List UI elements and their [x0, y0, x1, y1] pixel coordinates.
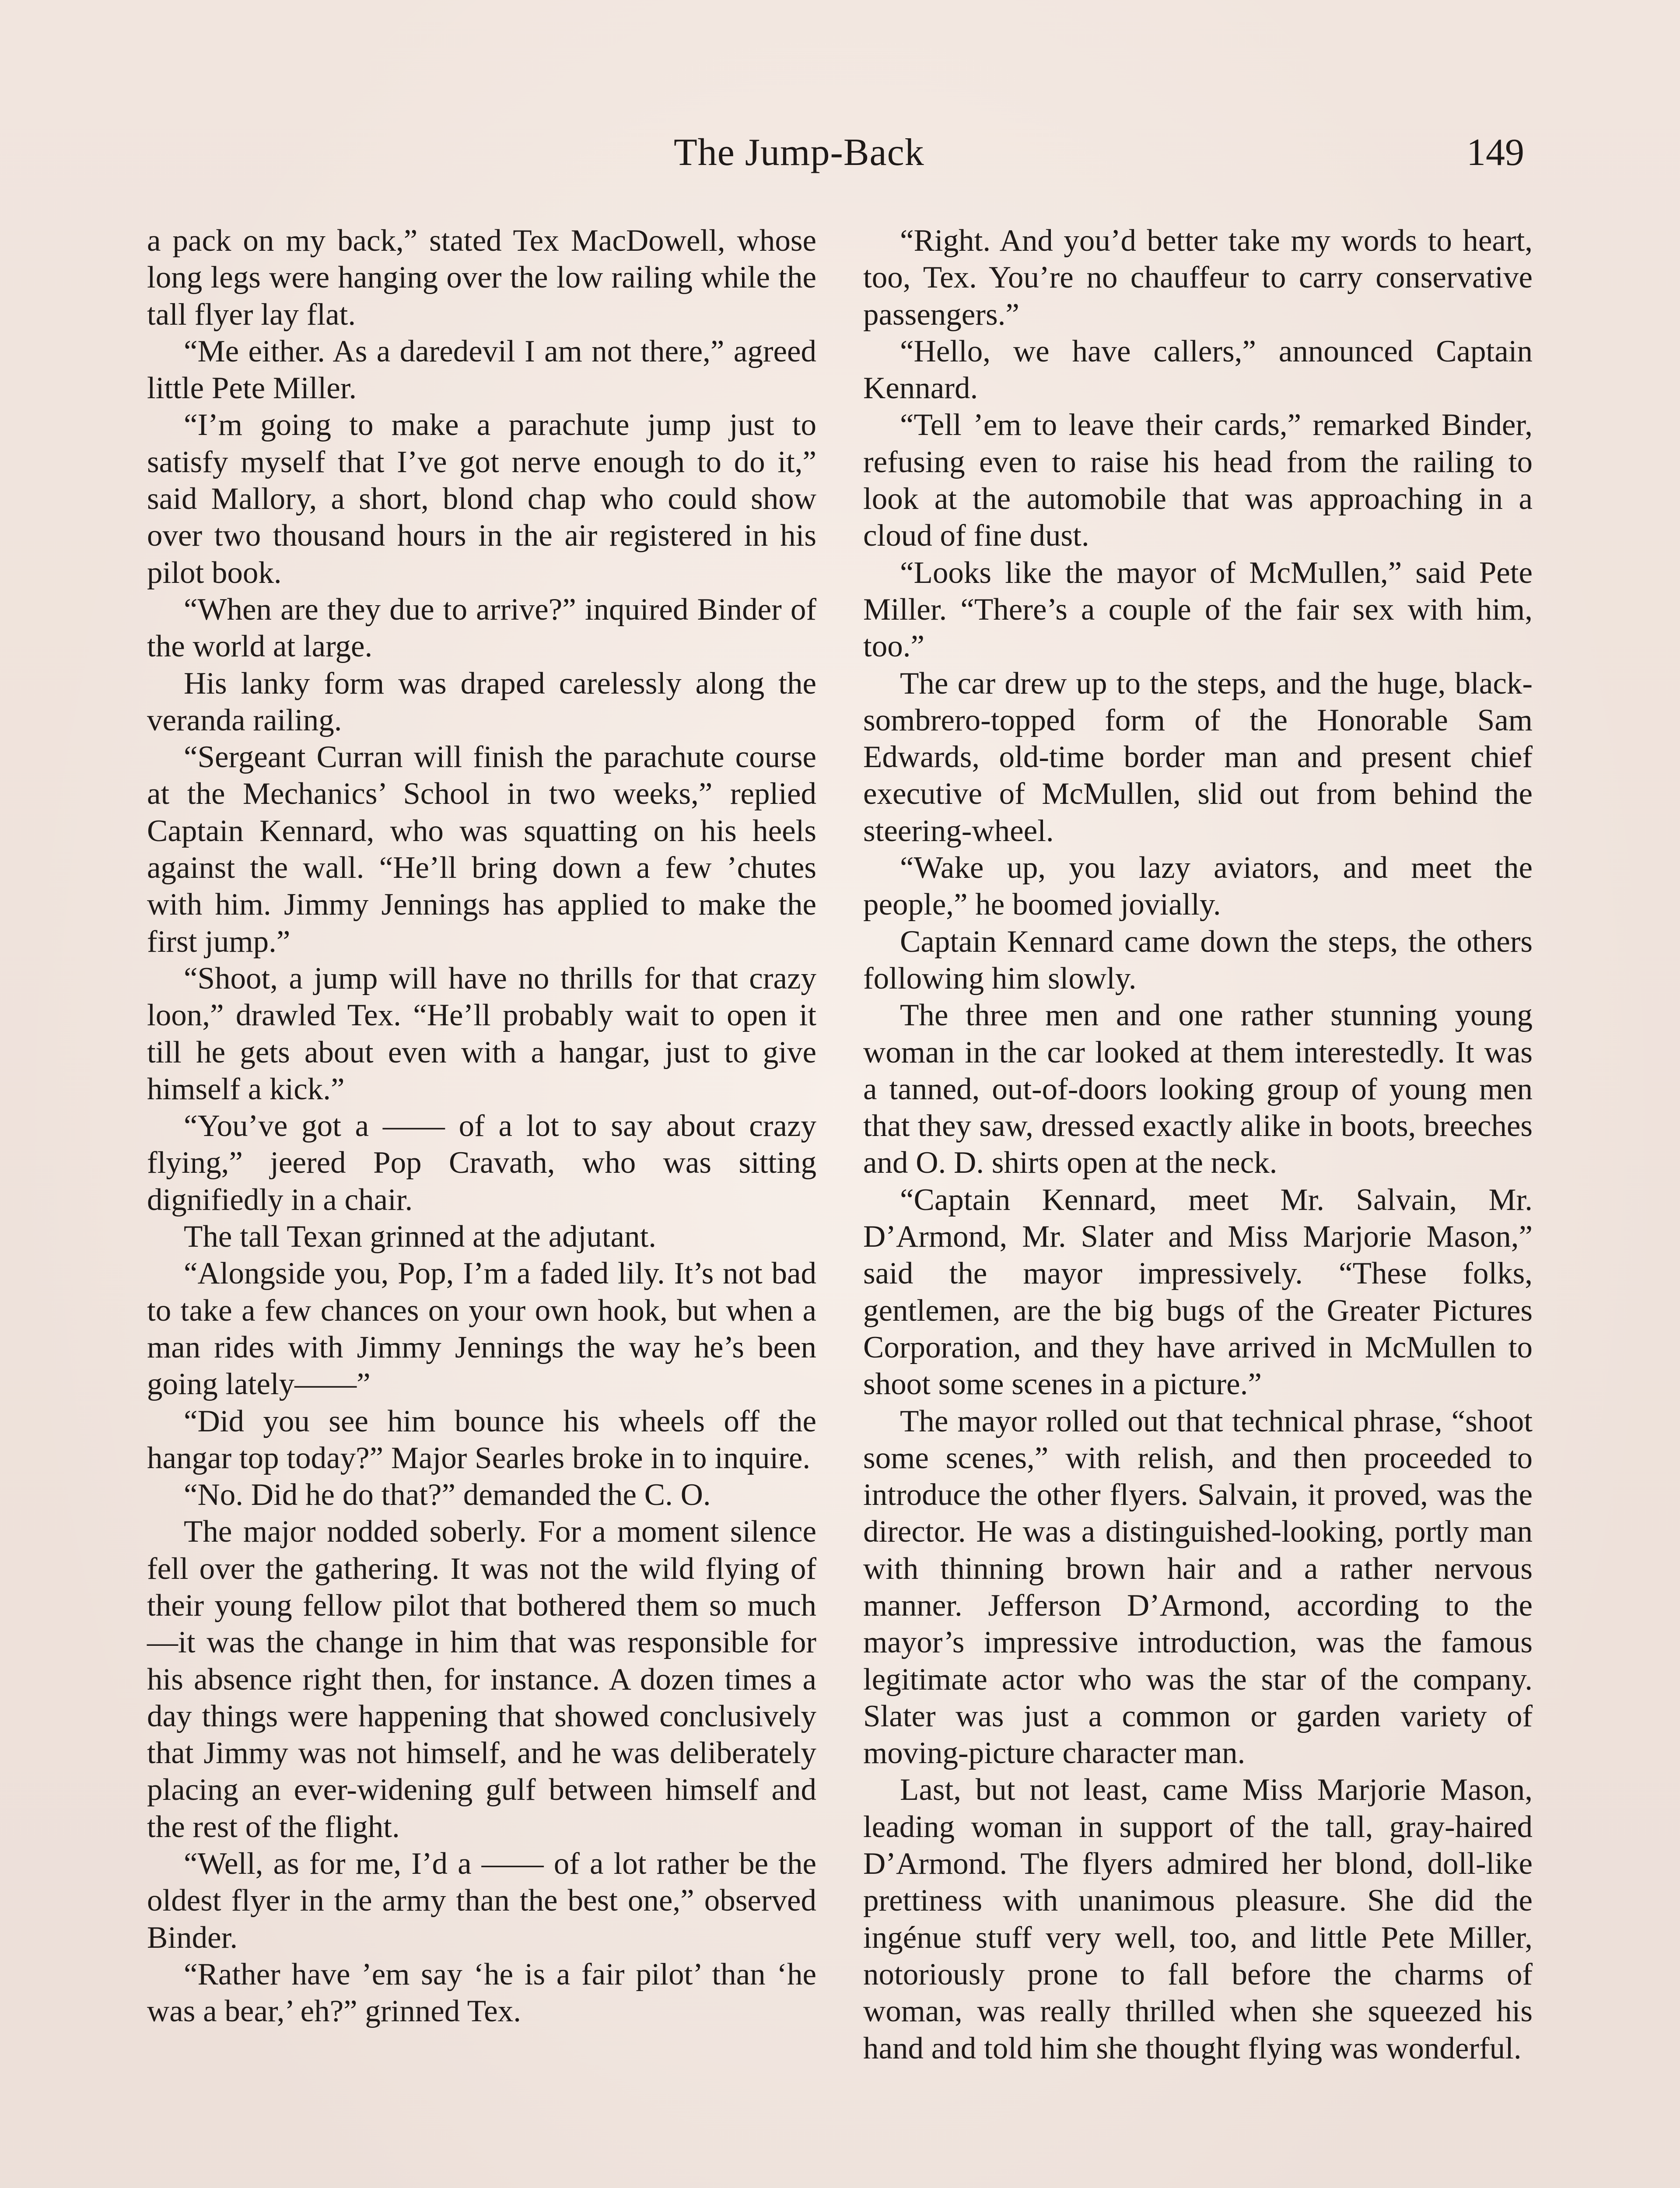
- paragraph: “Alongside you, Pop, I’m a faded lily. It’s not bad to take a few chances on your own hook, but when a man rides with Jimmy Jennings the way he’s been going lately——”: [147, 1256, 816, 1402]
- running-head: The Jump-Back: [674, 131, 924, 174]
- paragraph: “Rather have ’em say ‘he is a fair pilot’ than ‘he was a bear,’ eh?” grinned Tex.: [147, 1957, 816, 2029]
- paragraph: “Right. And you’d better take my words to heart, too, Tex. You’re no chauffeur to carry conservative passengers.”: [863, 224, 1533, 332]
- paragraph: “Looks like the mayor of McMullen,” said Pete Miller. “There’s a couple of the fair sex with him, too.”: [863, 555, 1533, 664]
- paragraph: “Hello, we have callers,” announced Captain Kennard.: [863, 334, 1533, 406]
- paragraph: “When are they due to arrive?” inquired Binder of the world at large.: [147, 592, 816, 664]
- paragraph: “You’ve got a —— of a lot to say about crazy flying,” jeered Pop Cravath, who was sitting dignifiedly in a chair.: [147, 1109, 816, 1217]
- paragraph: The tall Texan grinned at the adjutant.: [184, 1220, 657, 1254]
- page-number: 149: [1466, 131, 1524, 174]
- paragraph: The three men and one rather stunning young woman in the car looked at them interestedly. It was a tanned, out-of-doors looking group of young men that they saw, dressed exactly alike in boots, breeches and O. D. shirts open at the neck.: [863, 998, 1533, 1180]
- paragraph: His lanky form was draped carelessly along the veranda railing.: [147, 666, 816, 737]
- paragraph: “Tell ’em to leave their cards,” remarked Binder, refusing even to raise his head from the railing to look at the automobile that was approaching in a cloud of fine dust.: [863, 408, 1533, 553]
- paragraph: “Wake up, you lazy aviators, and meet the people,” he boomed jovially.: [863, 851, 1533, 922]
- paragraph: Captain Kennard came down the steps, the others following him slowly.: [863, 924, 1533, 996]
- paragraph: “Me either. As a daredevil I am not there,” agreed little Pete Miller.: [147, 334, 816, 406]
- paragraph: Last, but not least, came Miss Marjorie Mason, leading woman in support of the tall, gray-haired D’Armond. The flyers admired her blond, doll-like prettiness with unanimous pleasure. She did the ingénue stuff very well, too, and little Pete Miller, notoriously prone to fall before the charms of woman, was really thrilled when she squeezed his hand and told him she thought flying was wonderful.: [863, 1773, 1533, 2065]
- paragraph: “Sergeant Curran will finish the parachute course at the Mechanics’ School in two weeks,” replied Captain Kennard, who was squatting on his heels against the wall. “He’ll bring down a few ’chutes with him. Jimmy Jennings has applied to make the first jump.”: [147, 740, 816, 959]
- paragraph: “No. Did he do that?” demanded the C. O.: [184, 1478, 711, 1512]
- left-column: [147, 222, 816, 2030]
- paragraph: The car drew up to the steps, and the huge, black-sombrero-topped form of the Honorable Sam Edwards, old-time border man and present chief executive of McMullen, slid out from behind the steering-wheel.: [863, 666, 1533, 848]
- paragraph: The mayor rolled out that technical phrase, “shoot some scenes,” with relish, and then proceeded to introduce the other flyers. Salvain, it proved, was the director. He was a distinguished-looking, portly man with thinning brown hair and a rather nervous manner. Jefferson D’Armond, according to the mayor’s impressive introduction, was the famous legitimate actor who was the star of the company. Slater was just a common or garden variety of moving-picture character man.: [863, 1404, 1533, 1771]
- paragraph: The major nodded soberly. For a moment silence fell over the gathering. It was not the wild flying of their young fellow pilot that bothered them so much—it was the change in him that was responsible for his absence right then, for instance. A dozen times a day things were happening that showed conclusively that Jimmy was not himself, and he was deliberately placing an ever-widening gulf between himself and the rest of the flight.: [147, 1515, 816, 1844]
- paragraph: “Captain Kennard, meet Mr. Salvain, Mr. D’Armond, Mr. Slater and Miss Marjorie Mason,” said the mayor impressively. “These folks, gentlemen, are the big bugs of the Greater Pictures Corporation, and they have arrived in McMullen to shoot some scenes in a picture.”: [863, 1182, 1533, 1402]
- paragraph: “Well, as for me, I’d a —— of a lot rather be the oldest flyer in the army than the best one,” observed Binder.: [147, 1847, 816, 1955]
- paragraph: “I’m going to make a parachute jump just to satisfy myself that I’ve got nerve enough to do it,” said Mallory, a short, blond chap who could show over two thousand hours in the air registered in his pilot book.: [147, 408, 816, 590]
- right-column: [863, 222, 1533, 2067]
- paragraph: “Shoot, a jump will have no thrills for that crazy loon,” drawled Tex. “He’ll probably wait to open it till he gets about even with a hangar, just to give himself a kick.”: [147, 961, 816, 1106]
- paragraph: a pack on my back,” stated Tex MacDowell, whose long legs were hanging over the low railing while the tall flyer lay flat.: [147, 224, 816, 332]
- paragraph: “Did you see him bounce his wheels off the hangar top today?” Major Searles broke in to inquire.: [147, 1404, 816, 1475]
